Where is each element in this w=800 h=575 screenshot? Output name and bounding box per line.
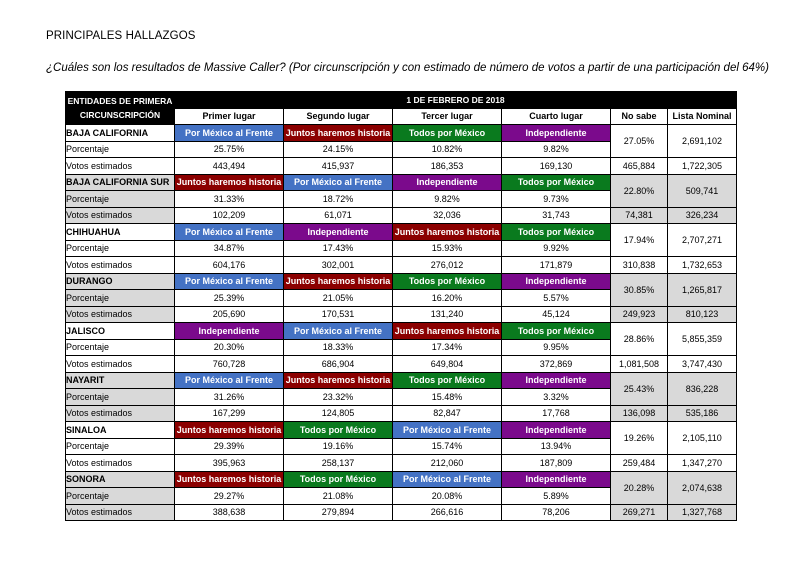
party-badge: Todos por México bbox=[393, 372, 502, 389]
votes-row bbox=[66, 257, 737, 274]
party-badge: Por México al Frente bbox=[175, 125, 284, 142]
no-sabe-pct: 30.85% bbox=[611, 273, 668, 306]
percentage-label: Porcentaje bbox=[66, 141, 175, 158]
votes-value: 372,869 bbox=[502, 356, 611, 373]
votes-value: 760,728 bbox=[175, 356, 284, 373]
party-badge: Independiente bbox=[502, 125, 611, 142]
date-header: 1 DE FEBRERO DE 2018 bbox=[175, 92, 737, 109]
party-badge: Por México al Frente bbox=[393, 422, 502, 439]
votes-row bbox=[66, 405, 737, 422]
state-header-row bbox=[66, 372, 737, 389]
lista-votes: 810,123 bbox=[668, 306, 737, 323]
lista-nominal: 2,074,638 bbox=[668, 471, 737, 504]
no-sabe-pct: 20.28% bbox=[611, 471, 668, 504]
votes-label: Votos estimados bbox=[66, 455, 175, 472]
party-badge: Por México al Frente bbox=[284, 323, 393, 340]
party-badge: Juntos haremos historia bbox=[175, 422, 284, 439]
votes-value: 266,616 bbox=[393, 504, 502, 521]
party-badge: Juntos haremos historia bbox=[393, 224, 502, 241]
col-header-cuarto: Cuarto lugar bbox=[502, 108, 611, 125]
votes-value: 170,531 bbox=[284, 306, 393, 323]
votes-value: 167,299 bbox=[175, 405, 284, 422]
percentage-value: 13.94% bbox=[502, 438, 611, 455]
votes-value: 649,804 bbox=[393, 356, 502, 373]
state-name: SINALOA bbox=[66, 422, 175, 439]
state-header-row bbox=[66, 471, 737, 488]
no-sabe-votes: 249,923 bbox=[611, 306, 668, 323]
party-badge: Juntos haremos historia bbox=[284, 273, 393, 290]
votes-row bbox=[66, 306, 737, 323]
no-sabe-votes: 465,884 bbox=[611, 158, 668, 175]
votes-value: 205,690 bbox=[175, 306, 284, 323]
percentage-value: 17.34% bbox=[393, 339, 502, 356]
lista-nominal: 509,741 bbox=[668, 174, 737, 207]
lista-nominal: 1,265,817 bbox=[668, 273, 737, 306]
percentage-label: Porcentaje bbox=[66, 339, 175, 356]
lista-votes: 326,234 bbox=[668, 207, 737, 224]
no-sabe-pct: 28.86% bbox=[611, 323, 668, 356]
percentage-value: 23.32% bbox=[284, 389, 393, 406]
votes-value: 187,809 bbox=[502, 455, 611, 472]
party-badge: Independiente bbox=[175, 323, 284, 340]
lista-nominal: 836,228 bbox=[668, 372, 737, 405]
party-badge: Independiente bbox=[393, 174, 502, 191]
percentage-value: 9.73% bbox=[502, 191, 611, 208]
state-header-row bbox=[66, 422, 737, 439]
votes-value: 131,240 bbox=[393, 306, 502, 323]
no-sabe-pct: 27.05% bbox=[611, 125, 668, 158]
state-header-row bbox=[66, 125, 737, 142]
party-badge: Por México al Frente bbox=[175, 224, 284, 241]
col-header-primer: Primer lugar bbox=[175, 108, 284, 125]
percentage-value: 17.43% bbox=[284, 240, 393, 257]
percentage-value: 31.33% bbox=[175, 191, 284, 208]
votes-value: 604,176 bbox=[175, 257, 284, 274]
percentage-label: Porcentaje bbox=[66, 389, 175, 406]
lista-votes: 3,747,430 bbox=[668, 356, 737, 373]
percentage-value: 5.57% bbox=[502, 290, 611, 307]
state-name: CHIHUAHUA bbox=[66, 224, 175, 241]
party-badge: Por México al Frente bbox=[175, 372, 284, 389]
percentage-value: 21.05% bbox=[284, 290, 393, 307]
state-header-row bbox=[66, 224, 737, 241]
votes-value: 686,904 bbox=[284, 356, 393, 373]
results-table bbox=[65, 91, 737, 521]
no-sabe-votes: 136,098 bbox=[611, 405, 668, 422]
party-badge: Independiente bbox=[502, 471, 611, 488]
party-badge: Independiente bbox=[502, 422, 611, 439]
party-badge: Todos por México bbox=[393, 273, 502, 290]
no-sabe-pct: 19.26% bbox=[611, 422, 668, 455]
lista-nominal: 2,707,271 bbox=[668, 224, 737, 257]
lista-nominal: 2,691,102 bbox=[668, 125, 737, 158]
party-badge: Juntos haremos historia bbox=[284, 372, 393, 389]
votes-label: Votos estimados bbox=[66, 306, 175, 323]
party-badge: Por México al Frente bbox=[393, 471, 502, 488]
votes-value: 279,894 bbox=[284, 504, 393, 521]
votes-label: Votos estimados bbox=[66, 158, 175, 175]
percentage-value: 9.92% bbox=[502, 240, 611, 257]
state-header-row bbox=[66, 273, 737, 290]
votes-label: Votos estimados bbox=[66, 207, 175, 224]
col-header-lista-nominal: Lista Nominal bbox=[668, 108, 737, 125]
votes-value: 17,768 bbox=[502, 405, 611, 422]
votes-value: 258,137 bbox=[284, 455, 393, 472]
no-sabe-votes: 310,838 bbox=[611, 257, 668, 274]
votes-value: 102,209 bbox=[175, 207, 284, 224]
state-name: BAJA CALIFORNIA bbox=[66, 125, 175, 142]
votes-value: 443,494 bbox=[175, 158, 284, 175]
lista-votes: 1,327,768 bbox=[668, 504, 737, 521]
no-sabe-votes: 1,081,508 bbox=[611, 356, 668, 373]
percentage-value: 21.08% bbox=[284, 488, 393, 505]
state-name: BAJA CALIFORNIA SUR bbox=[66, 174, 175, 191]
state-header-row bbox=[66, 174, 737, 191]
state-name: SONORA bbox=[66, 471, 175, 488]
party-badge: Independiente bbox=[284, 224, 393, 241]
votes-label: Votos estimados bbox=[66, 257, 175, 274]
state-name: NAYARIT bbox=[66, 372, 175, 389]
party-badge: Juntos haremos historia bbox=[393, 323, 502, 340]
votes-value: 186,353 bbox=[393, 158, 502, 175]
party-badge: Por México al Frente bbox=[284, 174, 393, 191]
party-badge: Todos por México bbox=[393, 125, 502, 142]
lista-nominal: 2,105,110 bbox=[668, 422, 737, 455]
votes-value: 61,071 bbox=[284, 207, 393, 224]
percentage-value: 16.20% bbox=[393, 290, 502, 307]
percentage-label: Porcentaje bbox=[66, 290, 175, 307]
votes-value: 415,937 bbox=[284, 158, 393, 175]
votes-row bbox=[66, 455, 737, 472]
votes-row bbox=[66, 356, 737, 373]
question-subtitle: ¿Cuáles son los resultados de Massive Caller? (Por circunscripción y con estimado de número de votos a partir de una participación del 64%) bbox=[46, 62, 769, 74]
party-badge: Todos por México bbox=[502, 174, 611, 191]
votes-value: 45,124 bbox=[502, 306, 611, 323]
party-badge: Por México al Frente bbox=[175, 273, 284, 290]
party-badge: Todos por México bbox=[284, 471, 393, 488]
votes-label: Votos estimados bbox=[66, 504, 175, 521]
percentage-value: 31.26% bbox=[175, 389, 284, 406]
percentage-label: Porcentaje bbox=[66, 438, 175, 455]
votes-row bbox=[66, 207, 737, 224]
votes-row bbox=[66, 158, 737, 175]
votes-value: 124,805 bbox=[284, 405, 393, 422]
party-badge: Todos por México bbox=[284, 422, 393, 439]
percentage-value: 18.33% bbox=[284, 339, 393, 356]
col-header-segundo: Segundo lugar bbox=[284, 108, 393, 125]
percentage-value: 29.27% bbox=[175, 488, 284, 505]
state-header-row bbox=[66, 323, 737, 340]
percentage-value: 9.95% bbox=[502, 339, 611, 356]
party-badge: Juntos haremos historia bbox=[175, 174, 284, 191]
lista-votes: 1,722,305 bbox=[668, 158, 737, 175]
votes-row bbox=[66, 504, 737, 521]
party-badge: Todos por México bbox=[502, 323, 611, 340]
lista-votes: 1,732,653 bbox=[668, 257, 737, 274]
percentage-value: 5.89% bbox=[502, 488, 611, 505]
state-name: DURANGO bbox=[66, 273, 175, 290]
percentage-label: Porcentaje bbox=[66, 488, 175, 505]
no-sabe-pct: 22.80% bbox=[611, 174, 668, 207]
percentage-value: 25.75% bbox=[175, 141, 284, 158]
percentage-value: 3.32% bbox=[502, 389, 611, 406]
col-header-tercer: Tercer lugar bbox=[393, 108, 502, 125]
votes-value: 31,743 bbox=[502, 207, 611, 224]
party-badge: Independiente bbox=[502, 273, 611, 290]
party-badge: Juntos haremos historia bbox=[284, 125, 393, 142]
percentage-value: 9.82% bbox=[393, 191, 502, 208]
party-badge: Todos por México bbox=[502, 224, 611, 241]
votes-value: 32,036 bbox=[393, 207, 502, 224]
no-sabe-votes: 74,381 bbox=[611, 207, 668, 224]
percentage-value: 34.87% bbox=[175, 240, 284, 257]
percentage-value: 15.48% bbox=[393, 389, 502, 406]
votes-value: 302,001 bbox=[284, 257, 393, 274]
percentage-value: 24.15% bbox=[284, 141, 393, 158]
party-badge: Independiente bbox=[502, 372, 611, 389]
no-sabe-votes: 269,271 bbox=[611, 504, 668, 521]
votes-value: 276,012 bbox=[393, 257, 502, 274]
lista-votes: 535,186 bbox=[668, 405, 737, 422]
no-sabe-pct: 25.43% bbox=[611, 372, 668, 405]
votes-label: Votos estimados bbox=[66, 356, 175, 373]
percentage-value: 15.74% bbox=[393, 438, 502, 455]
votes-value: 388,638 bbox=[175, 504, 284, 521]
percentage-value: 20.30% bbox=[175, 339, 284, 356]
votes-value: 82,847 bbox=[393, 405, 502, 422]
votes-value: 78,206 bbox=[502, 504, 611, 521]
votes-value: 169,130 bbox=[502, 158, 611, 175]
state-name: JALISCO bbox=[66, 323, 175, 340]
votes-label: Votos estimados bbox=[66, 405, 175, 422]
percentage-value: 29.39% bbox=[175, 438, 284, 455]
percentage-value: 20.08% bbox=[393, 488, 502, 505]
percentage-label: Porcentaje bbox=[66, 240, 175, 257]
percentage-label: Porcentaje bbox=[66, 191, 175, 208]
lista-votes: 1,347,270 bbox=[668, 455, 737, 472]
percentage-value: 19.16% bbox=[284, 438, 393, 455]
percentage-value: 9.82% bbox=[502, 141, 611, 158]
percentage-value: 15.93% bbox=[393, 240, 502, 257]
party-badge: Juntos haremos historia bbox=[175, 471, 284, 488]
no-sabe-pct: 17.94% bbox=[611, 224, 668, 257]
votes-value: 171,879 bbox=[502, 257, 611, 274]
no-sabe-votes: 259,484 bbox=[611, 455, 668, 472]
votes-value: 395,963 bbox=[175, 455, 284, 472]
entity-header: ENTIDADES DE PRIMERA CIRCUNSCRIPCIÓN bbox=[66, 92, 175, 125]
percentage-value: 10.82% bbox=[393, 141, 502, 158]
votes-value: 212,060 bbox=[393, 455, 502, 472]
percentage-value: 25.39% bbox=[175, 290, 284, 307]
lista-nominal: 5,855,359 bbox=[668, 323, 737, 356]
percentage-value: 18.72% bbox=[284, 191, 393, 208]
col-header-no-sabe: No sabe bbox=[611, 108, 668, 125]
page-heading: PRINCIPALES HALLAZGOS bbox=[46, 30, 196, 42]
